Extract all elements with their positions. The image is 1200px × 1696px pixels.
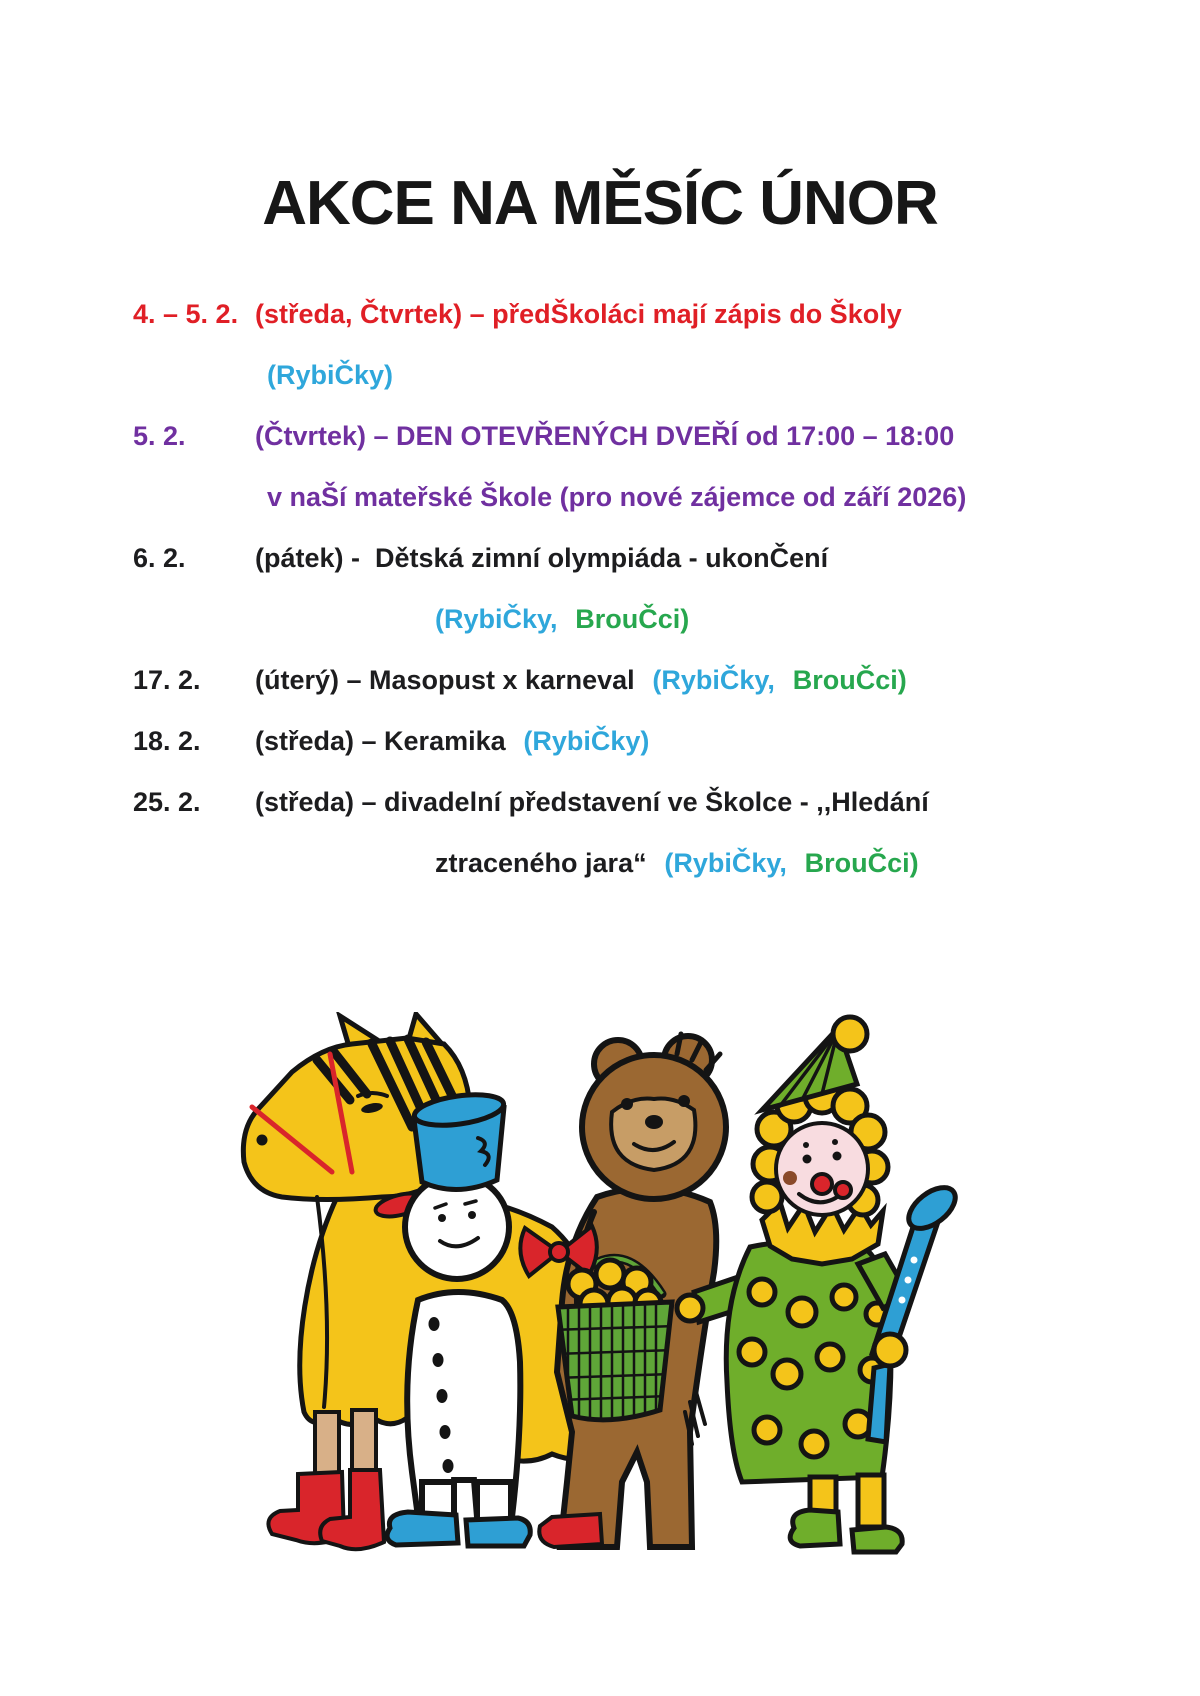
- bear-eye: [678, 1095, 690, 1107]
- bear-muzzle: [611, 1098, 695, 1170]
- snowman-eye: [468, 1211, 476, 1219]
- event-date: 4. – 5. 2.: [133, 299, 239, 329]
- event-groups: BrouČci): [804, 848, 919, 878]
- bear-eye: [621, 1098, 633, 1110]
- event-date: 6. 2.: [133, 543, 186, 573]
- event-date: 25. 2.: [133, 787, 201, 817]
- event-groups: (RybiČky): [523, 726, 650, 756]
- event-groups: BrouČci): [575, 604, 690, 634]
- carnival-parade-illustration: [222, 1012, 967, 1572]
- clown-hand: [677, 1295, 703, 1321]
- clown-green-shoe: [852, 1527, 902, 1552]
- horse-nostril: [257, 1135, 268, 1146]
- clown-brow-dot: [832, 1139, 838, 1145]
- event-row: [133, 419, 1200, 514]
- clown-leg: [858, 1475, 884, 1527]
- clown-nose: [812, 1174, 832, 1194]
- event-groups: (RybiČky,: [664, 848, 787, 878]
- event-text-continued: ztraceného jara“: [435, 848, 647, 878]
- bear-nose: [645, 1115, 663, 1129]
- clown-lip-blob: [835, 1182, 851, 1198]
- page-title: AKCE NA MĚSÍC ÚNOR: [262, 169, 938, 238]
- clown-eye: [803, 1155, 812, 1164]
- event-groups: BrouČci): [792, 665, 907, 695]
- event-row: [133, 724, 1200, 758]
- event-text: (Čtvrtek) – DEN OTEVŘENÝCH DVEŘÍ od 17:00 – 18:00: [255, 421, 955, 451]
- clown-cheek-spot: [783, 1171, 797, 1185]
- clown-pompom: [833, 1017, 867, 1051]
- event-row: [133, 663, 1200, 697]
- event-groups: (RybiČky,: [652, 665, 775, 695]
- event-date: 17. 2.: [133, 665, 201, 695]
- events-list: [133, 297, 1200, 880]
- event-text: (středa, Čtvrtek) – předŠkoláci mají zápis do Školy: [255, 299, 902, 329]
- event-text: (středa) – divadelní představení ve Školce - ,,Hledání: [255, 787, 929, 817]
- clown-brow-dot: [803, 1142, 809, 1148]
- event-date: 18. 2.: [133, 726, 201, 756]
- event-text-continued: v naŠí mateřské Škole (pro nové zájemce od září 2026): [267, 482, 967, 512]
- clown-hand-on-horn: [874, 1334, 906, 1366]
- clown-eye: [833, 1152, 842, 1161]
- event-row: [133, 541, 1200, 636]
- snowman-blue-shoe: [466, 1518, 530, 1546]
- snowman-eye: [438, 1214, 446, 1222]
- event-text: (úterý) – Masopust x karneval: [255, 665, 635, 695]
- event-groups: (RybiČky): [267, 360, 394, 390]
- bear-red-shoe: [539, 1514, 602, 1547]
- snowman-blue-shoe: [387, 1512, 458, 1545]
- event-row: [133, 785, 1200, 880]
- clown-green-shoe: [790, 1510, 840, 1546]
- event-groups: (RybiČky,: [435, 604, 558, 634]
- event-row: [133, 297, 1200, 392]
- event-text: (pátek) - Dětská zimní olympiáda - ukonČení: [255, 543, 829, 573]
- event-date: 5. 2.: [133, 421, 186, 451]
- event-text: (středa) – Keramika: [255, 726, 506, 756]
